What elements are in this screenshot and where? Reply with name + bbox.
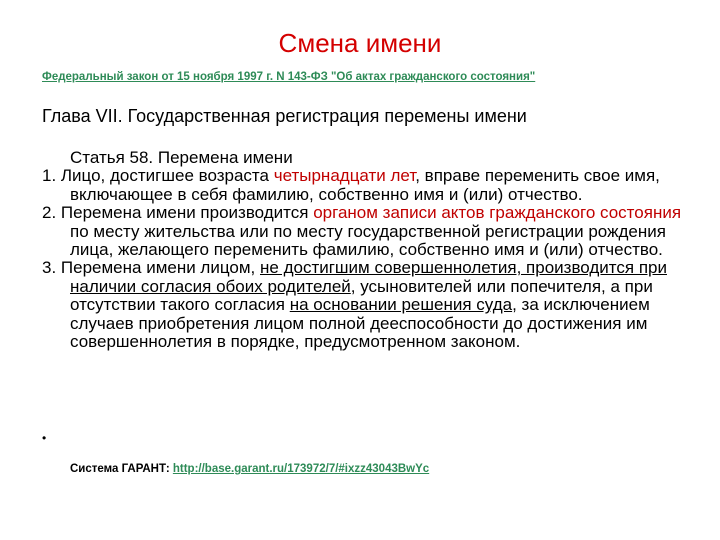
item-3-text-c: , усыновителей или попечителя, а при отсутствии такого согласия	[70, 276, 653, 315]
article-item-2	[42, 204, 692, 259]
bullet-marker: •	[42, 431, 47, 445]
item-3-underlined-2: на основании решения суда	[289, 295, 513, 315]
source-line	[70, 463, 429, 475]
item-2-text-a: 2. Перемена имени производится	[42, 203, 314, 223]
item-3-text-a: 3. Перемена имени лицом,	[42, 258, 260, 278]
item-3-text-e: , за исключением случаев приобретения лицом полной дееспособности до достижения им совершеннолетия в порядке, предусмотренном законом.	[70, 295, 650, 352]
item-1-text-a: 1. Лицо, достигшее возраста	[42, 166, 274, 186]
source-label: Система ГАРАНТ:	[70, 463, 173, 475]
item-1-text-c: , вправе переменить свое имя, включающее в себя фамилию, собственно имя и (или) отчество.	[70, 166, 660, 204]
item-1-highlight: четырнадцати лет	[273, 166, 416, 186]
item-3-underlined-1: не достигшим совершеннолетия, производится при наличии согласия обоих родителей	[70, 258, 667, 296]
article-title: Статья 58. Перемена имени	[70, 148, 293, 167]
article-item-1	[42, 167, 692, 204]
item-2-highlight: органом записи актов гражданского состояния	[313, 203, 682, 223]
source-link[interactable]: http://base.garant.ru/173972/7/#ixzz43043BwYc	[172, 463, 430, 475]
item-2-text-c: по месту жительства или по месту государственной регистрации рождения лица, желающего переменить фамилию, собственно имя и (или) отчество.	[70, 221, 666, 260]
law-link[interactable]: Федеральный закон от 15 ноября 1997 г. N 143-ФЗ "Об актах гражданского состояния"	[42, 71, 536, 83]
article-item-3	[42, 259, 692, 351]
article-body	[42, 149, 692, 351]
chapter-heading: Глава VII. Государственная регистрация перемены имени	[42, 106, 527, 126]
page-title: Смена имени	[278, 28, 442, 58]
